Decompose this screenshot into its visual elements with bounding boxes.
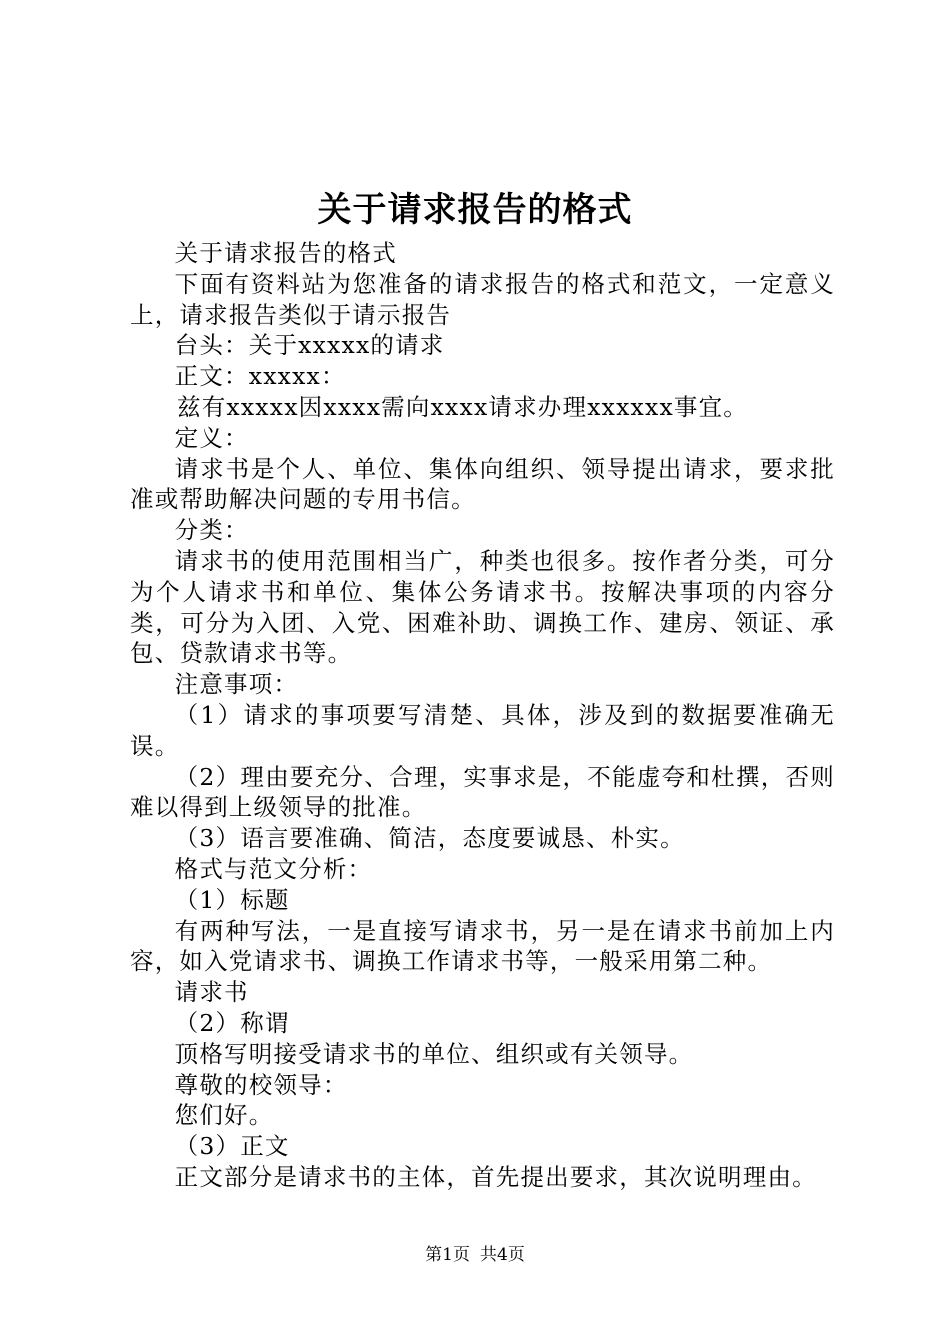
paragraph: 请求书是个人、单位、集体向组织、领导提出请求，要求批准或帮助解决问题的专用书信。 bbox=[130, 454, 835, 514]
page-total: 共4页 bbox=[480, 1245, 525, 1265]
paragraph: 请求书 bbox=[174, 978, 249, 1007]
paragraph: 有两种写法，一是直接写请求书，另一是在请求书前加上内容，如入党请求书、调换工作请求书等，一般采用第二种。 bbox=[130, 916, 835, 976]
paragraph: 定义： bbox=[174, 423, 249, 452]
paragraph: 兹有xxxxx因xxxx需向xxxx请求办理xxxxxx事宜。 bbox=[177, 392, 749, 421]
paragraph: （1）标题 bbox=[174, 885, 290, 914]
paragraph: 台头：关于xxxxx的请求 bbox=[174, 331, 445, 360]
paragraph: 请求书的使用范围相当广，种类也很多。按作者分类，可分为个人请求书和单位、集体公务请求书。按解决事项的内容分类，可分为入团、入党、困难补助、调换工作、建房、领证、承包、贷款请求书等。 bbox=[130, 546, 835, 668]
paragraph: 格式与范文分析： bbox=[174, 854, 373, 883]
page-footer bbox=[0, 1243, 950, 1267]
paragraph: （3）语言要准确、简洁，态度要诚恳、朴实。 bbox=[174, 824, 685, 853]
paragraph: 您们好。 bbox=[174, 1101, 274, 1130]
paragraph: （2）称谓 bbox=[174, 1008, 290, 1037]
paragraph: 尊敬的校领导： bbox=[174, 1070, 348, 1099]
paragraph: 正文：xxxxx： bbox=[174, 362, 346, 391]
paragraph: 下面有资料站为您准备的请求报告的格式和范文，一定意义上，请求报告类似于请示报告 bbox=[130, 269, 835, 329]
paragraph: 关于请求报告的格式 bbox=[174, 239, 397, 267]
paragraph: 注意事项： bbox=[174, 670, 299, 699]
page-number: 第1页 bbox=[425, 1245, 470, 1265]
document-title: 关于请求报告的格式 bbox=[317, 190, 633, 230]
paragraph: 分类： bbox=[174, 516, 249, 545]
paragraph: （2）理由要充分、合理，实事求是，不能虚夸和杜撰，否则难以得到上级领导的批准。 bbox=[130, 762, 835, 822]
paragraph: 顶格写明接受请求书的单位、组织或有关领导。 bbox=[174, 1039, 694, 1068]
paragraph: （3）正文 bbox=[174, 1132, 290, 1161]
paragraph: （1）请求的事项要写清楚、具体，涉及到的数据要准确无误。 bbox=[130, 700, 835, 760]
paragraph: 正文部分是请求书的主体，首先提出要求，其次说明理由。 bbox=[174, 1162, 817, 1191]
document-body bbox=[130, 238, 835, 1193]
